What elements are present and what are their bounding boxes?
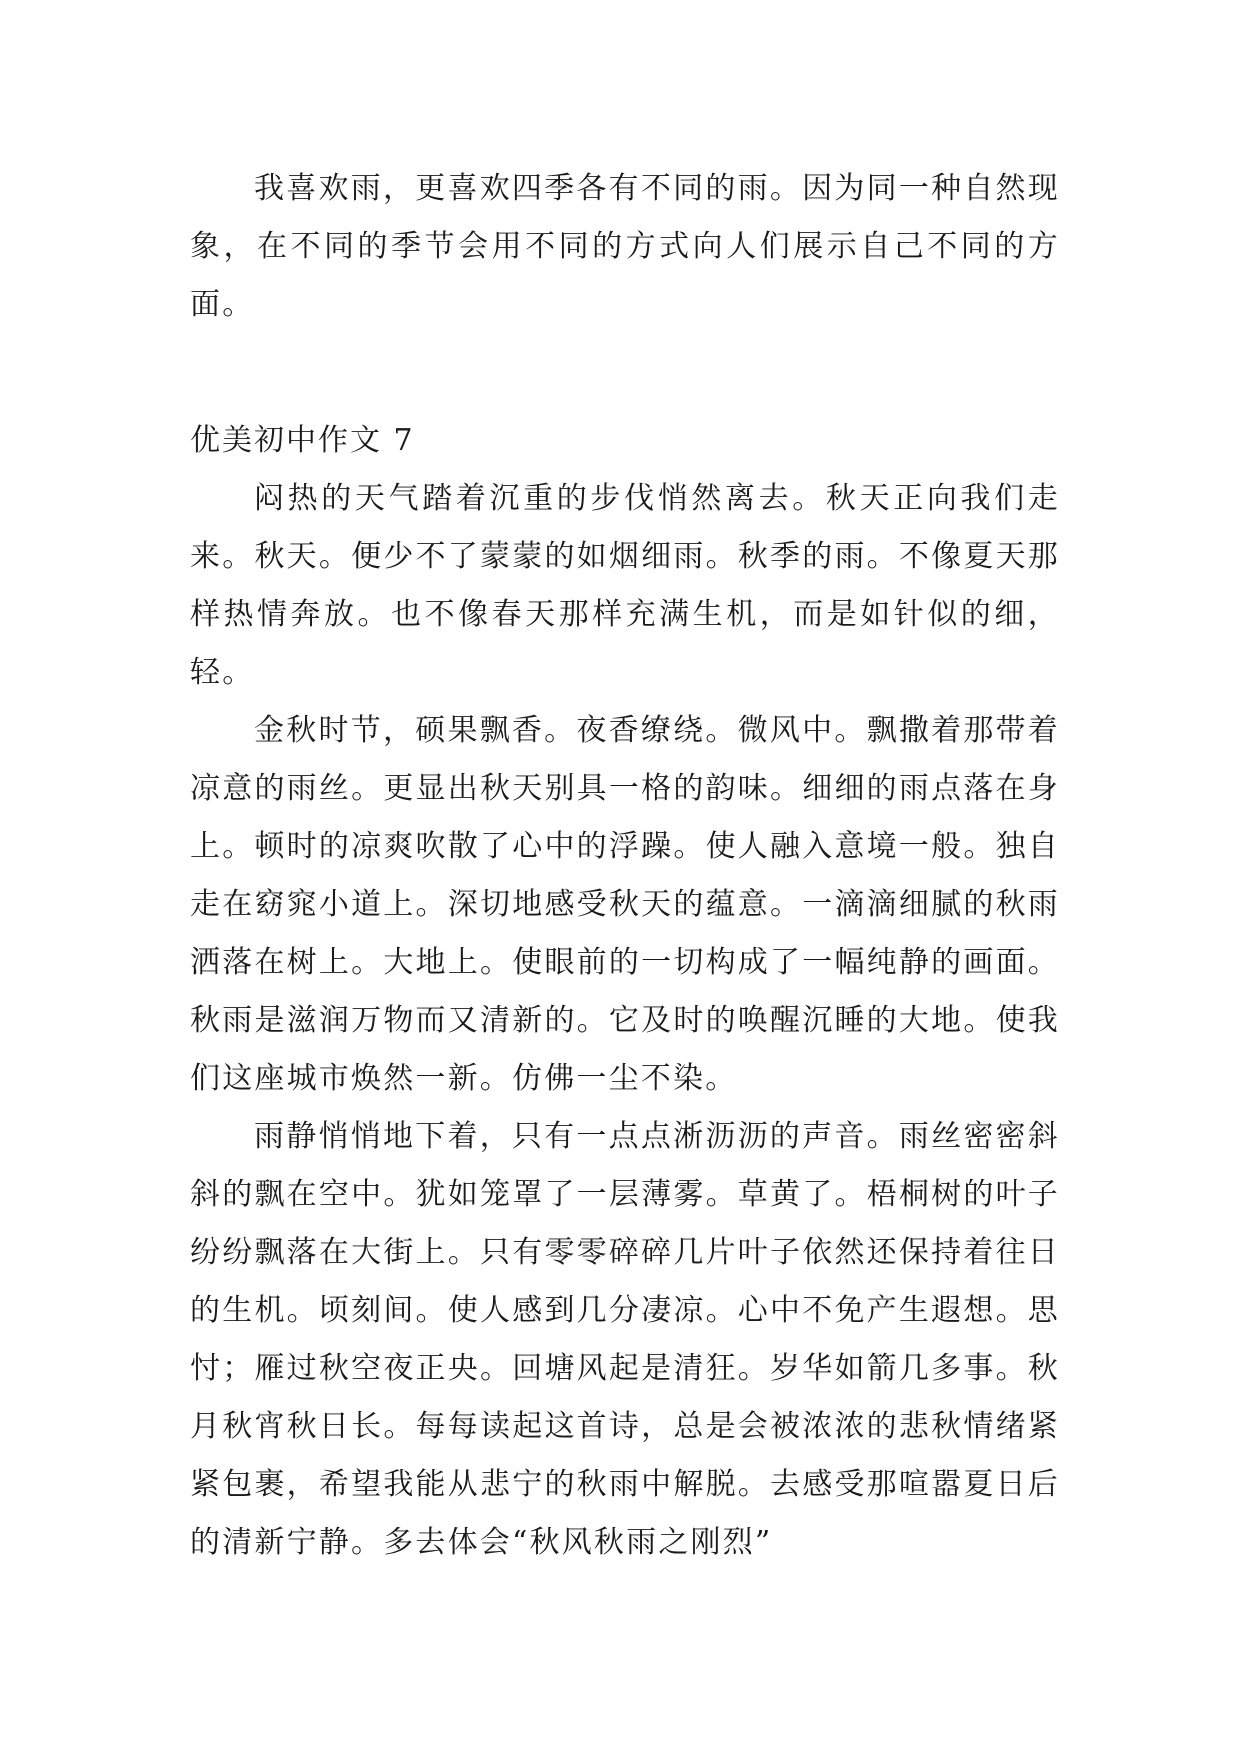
section-title: 优美初中作文 7 [190,423,415,458]
document-body [190,160,1060,1572]
paragraph-1: 闷热的天气踏着沉重的步伐悄然离去。秋天正向我们走来。秋天。便少不了蒙蒙的如烟细雨。秋季的雨。不像夏天那样热情奔放。也不像春天那样充满生机，而是如针似的细，轻。 [190,481,1060,690]
intro-paragraph: 我喜欢雨，更喜欢四季各有不同的雨。因为同一种自然现象，在不同的季节会用不同的方式向人们展示自己不同的方面。 [190,171,1060,322]
paragraph-3: 雨静悄悄地下着，只有一点点淅沥沥的声音。雨丝密密斜斜的飘在空中。犹如笼罩了一层薄雾。草黄了。梧桐树的叶子纷纷飘落在大街上。只有零零碎碎几片叶子依然还保持着往日的生机。顷刻间。使人感到几分凄凉。心中不免产生遐想。思忖；雁过秋空夜正央。回塘风起是清狂。岁华如箭几多事。秋月秋宵秋日长。每每读起这首诗，总是会被浓浓的悲秋情绪紧紧包裹，希望我能从悲宁的秋雨中解脱。去感受那喧嚣夏日后的清新宁静。多去体会“秋风秋雨之刚烈” [190,1119,1060,1560]
paragraph-2: 金秋时节，硕果飘香。夜香缭绕。微风中。飘撒着那带着凉意的雨丝。更显出秋天别具一格的韵味。细细的雨点落在身上。顿时的凉爽吹散了心中的浮躁。使人融入意境一般。独自走在窈窕小道上。深切地感受秋天的蕴意。一滴滴细腻的秋雨洒落在树上。大地上。使眼前的一切构成了一幅纯静的画面。秋雨是滋润万物而又清新的。它及时的唤醒沉睡的大地。使我们这座城市焕然一新。仿佛一尘不染。 [190,713,1060,1096]
